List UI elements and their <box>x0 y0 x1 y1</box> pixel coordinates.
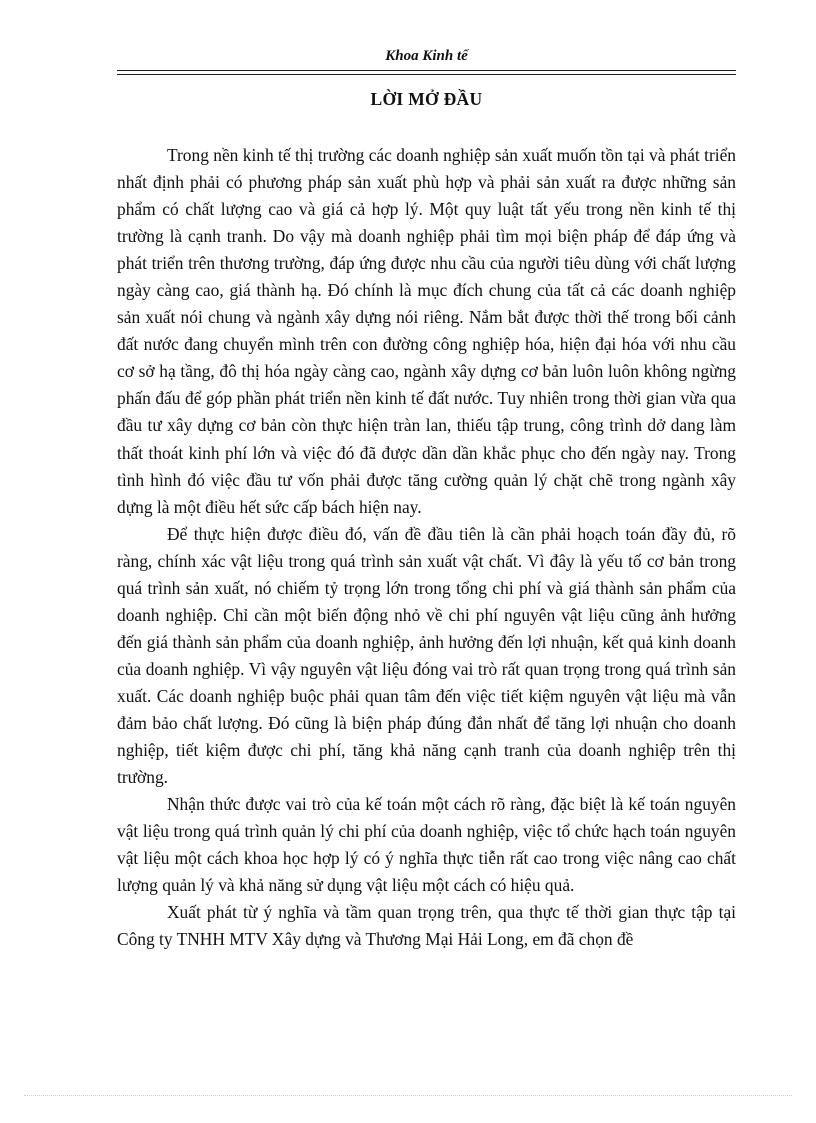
running-header: Khoa Kinh tế <box>385 48 468 64</box>
paragraph: Xuất phát từ ý nghĩa và tầm quan trọng trên, qua thực tế thời gian thực tập tại Công ty TNHH MTV Xây dựng và Thương Mại Hải Long, em đã chọn đề <box>117 902 736 950</box>
section-title: LỜI MỞ ĐẦU <box>370 89 483 109</box>
paragraph: Nhận thức được vai trò của kế toán một cách rõ ràng, đặc biệt là kế toán nguyên vật liệu trong quá trình quản lý chi phí của doanh nghiệp, việc tổ chức hạch toán nguyên vật liệu một cách khoa học hợp lý có ý nghĩa thực tiễn rất cao trong việc nâng cao chất lượng quản lý và khả năng sử dụng vật liệu một cách có hiệu quả. <box>117 794 736 896</box>
header-rule-thin <box>117 74 736 75</box>
paragraph: Để thực hiện được điều đó, vấn đề đầu tiên là cần phải hoạch toán đầy đủ, rõ ràng, chính xác vật liệu trong quá trình sản xuất vật chất. Vì đây là yếu tố cơ bản trong quá trình sản xuất, nó chiếm tỷ trọng lớn trong tổng chi phí và giá thành sản phẩm của doanh nghiệp. Chỉ cần một biến động nhỏ về chi phí nguyên vật liệu cũng ảnh hưởng đến giá thành sản phẩm của doanh nghiệp, ảnh hưởng đến lợi nhuận, kết quả kinh doanh của doanh nghiệp. Vì vậy nguyên vật liệu đóng vai trò rất quan trọng trong quá trình sản xuất. Các doanh nghiệp buộc phải quan tâm đến việc tiết kiệm nguyên vật liệu mà vẫn đảm bảo chất lượng. Đó cũng là biện pháp đúng đắn nhất để tăng lợi nhuận cho doanh nghiệp, tiết kiệm được chi phí, tăng khả năng cạnh tranh của doanh nghiệp trên thị trường. <box>117 523 736 788</box>
page-bottom-divider <box>24 1095 792 1096</box>
header-rule-thick <box>117 70 736 71</box>
paragraph: Trong nền kinh tế thị trường các doanh nghiệp sản xuất muốn tồn tại và phát triển nhất định phải có phương pháp sản xuất phù hợp và phải sản xuất ra được những sản phẩm có chất lượng cao và giá cả hợp lý. Một quy luật tất yếu trong nền kinh tế thị trường là cạnh tranh. Do vậy mà doanh nghiệp phải tìm mọi biện pháp để đáp ứng và phát triển trên thương trường, đáp ứng được nhu cầu của người tiêu dùng với chất lượng ngày càng cao, giá thành hạ. Đó chính là mục đích chung của tất cả các doanh nghiệp sản xuất nói chung và ngành xây dựng nói riêng. Nắm bắt được thời thế trong bối cảnh đất nước đang chuyển mình trên con đường công nghiệp hóa, hiện đại hóa với nhu cầu cơ sở hạ tầng, đô thị hóa ngày càng cao, ngành xây dựng cơ bản luôn luôn không ngừng phấn đấu để góp phần phát triển nền kinh tế đất nước. Tuy nhiên trong thời gian vừa qua đầu tư xây dựng cơ bản còn thực hiện tràn lan, thiếu tập trung, công trình dở dang làm thất thoát kinh phí lớn và việc đó đã được dần dần khắc phục cho đến ngày nay. Trong tình hình đó việc đầu tư vốn phải được tăng cường quản lý chặt chẽ trong ngành xây dựng là một điều hết sức cấp bách hiện nay. <box>117 145 736 517</box>
body-text <box>117 142 736 953</box>
